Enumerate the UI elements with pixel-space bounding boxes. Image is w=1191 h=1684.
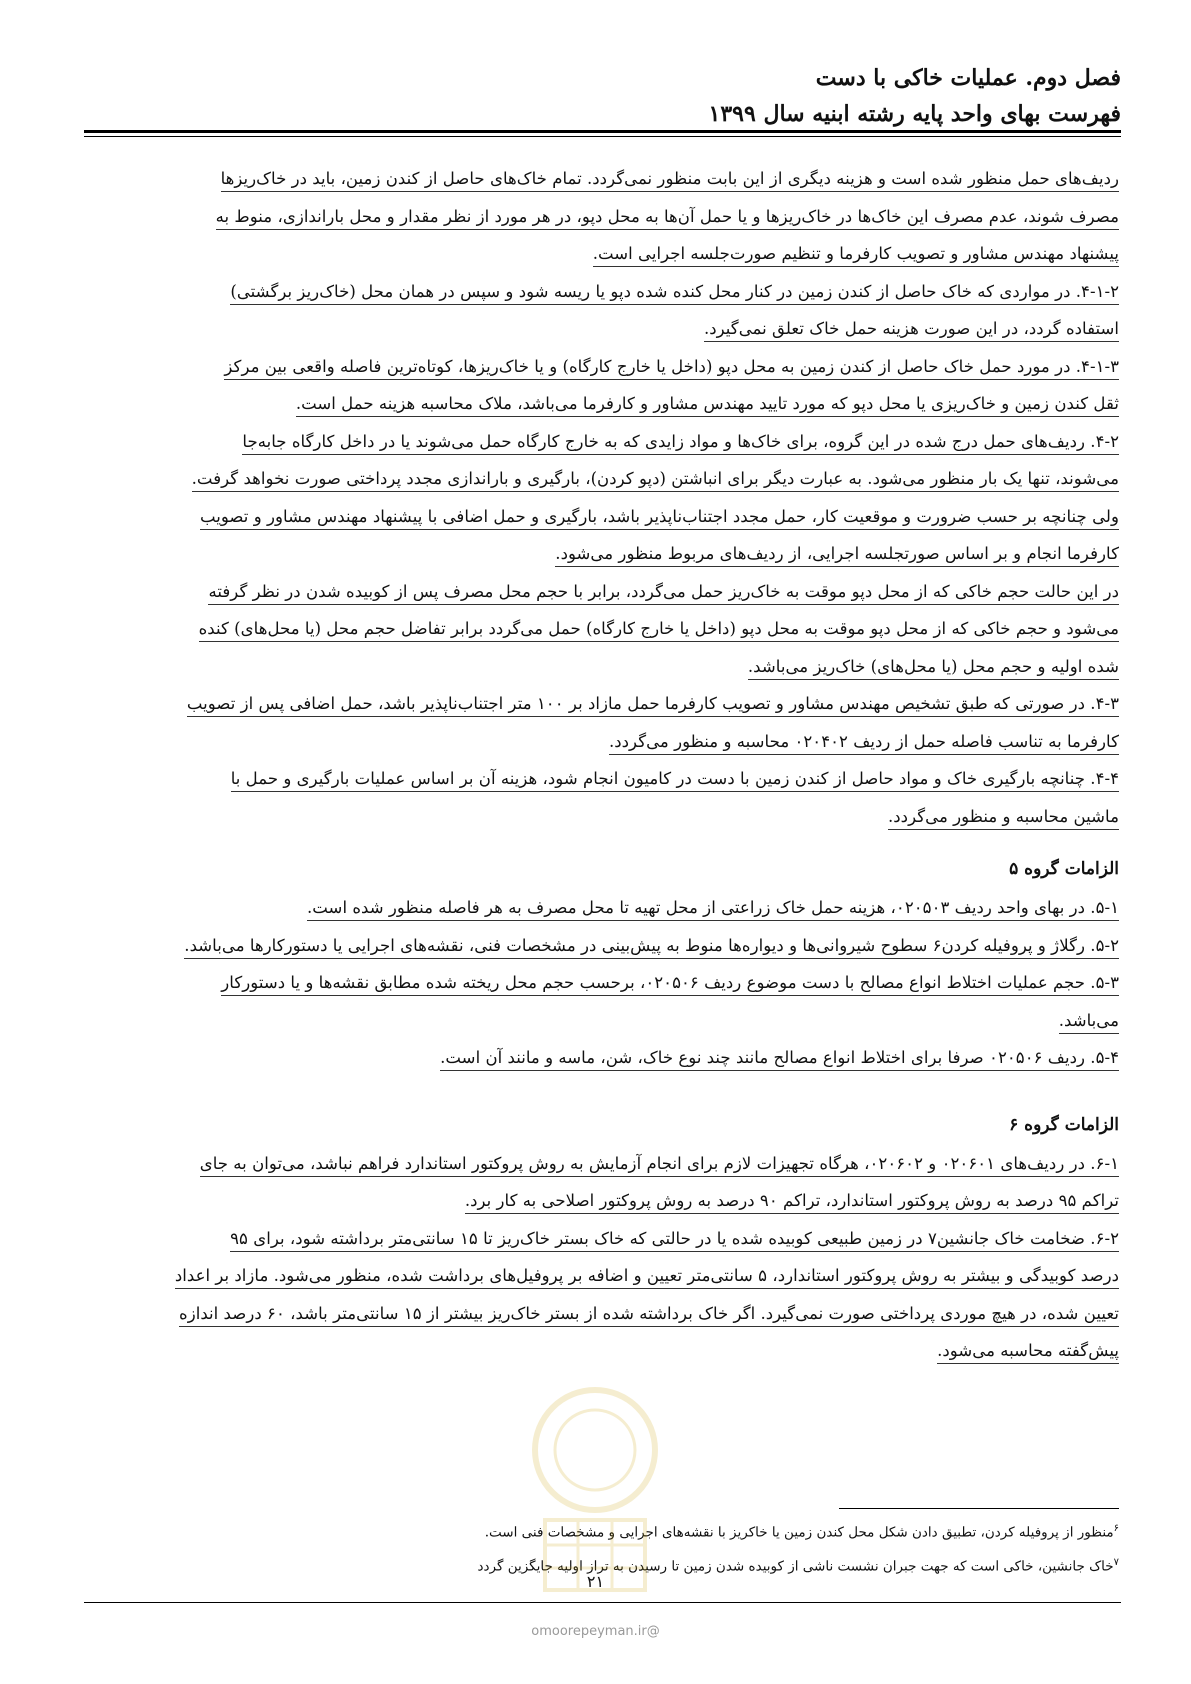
- text-line: در این حالت حجم خاکی که از محل دپو موقت به خاک‌ریز حمل می‌گردد، برابر با حجم محل مصرف پس از کوبیده شدن در نظر گرفته: [208, 582, 1119, 605]
- text-line: کارفرما به تناسب فاصله حمل از ردیف ۰۲۰۴۰۲ محاسبه و منظور می‌گردد.: [609, 732, 1119, 755]
- text-line: پیشنهاد مهندس مشاور و تصویب کارفرما و تنظیم صورت‌جلسه اجرایی است.: [593, 244, 1119, 267]
- text-line: کارفرما انجام و بر اساس صورتجلسه اجرایی، از ردیف‌های مربوط منظور می‌شود.: [555, 544, 1119, 567]
- text-line: شده اولیه و حجم محل (یا محل‌های) خاک‌ریز می‌باشد.: [748, 657, 1119, 680]
- group6-items: [86, 1145, 1119, 1370]
- text-line: ثقل کندن زمین و خاک‌ریزی یا محل دپو که مورد تایید مهندس مشاور و کارفرما می‌باشد، ملاک محاسبه هزینه حمل است.: [296, 394, 1119, 417]
- text-line: درصد کوبیدگی و بیشتر به روش پروکتور استاندارد، ۵ سانتی‌متر تعیین و اضافه بر پروفیل‌های برداشت شده، منظور می‌شود. مازاد بر اعداد: [175, 1266, 1119, 1289]
- text-line: ۵-۴. ردیف ۰۲۰۵۰۶ صرفا برای اختلاط انواع مصالح مانند چند نوع خاک، شن، ماسه و مانند آن است.: [440, 1048, 1119, 1071]
- paragraph: [86, 160, 1119, 273]
- text-line: ردیف‌های حمل منظور شده است و هزینه دیگری از این بابت منظور نمی‌گردد. تمام خاک‌های حاصل از کندن زمین، باید در خاک‌ریزها: [221, 169, 1119, 192]
- group5-item: [86, 964, 1119, 1039]
- paragraph: [86, 348, 1119, 423]
- text-line: پیش‌گفته محاسبه می‌شود.: [937, 1341, 1119, 1364]
- text-line: می‌شود و حجم خاکی که از محل دپو موقت به محل دپو (داخل یا خارج کارگاه) حمل می‌گردد برابر تفاضل حجم محل (یا محل‌های) کنده: [199, 619, 1119, 642]
- header-rule-thin: [84, 136, 1121, 137]
- footnote-mark: ۶: [1113, 1523, 1119, 1534]
- text-line: می‌شوند، تنها یک بار منظور می‌شود. به عبارت دیگر برای انباشتن (دپو کردن)، بارگیری و باراندازی مجدد پرداختی صورت نخواهد گرفت.: [192, 469, 1119, 492]
- text-line: ۵-۲. رگلاژ و پروفیله کردن۶ سطوح شیروانی‌ها و دیواره‌ها منوط به پیش‌بینی در مشخصات فنی، نقشه‌های اجرایی یا دستورکارها می‌باشد.: [184, 936, 1119, 959]
- text-line: ۴-۱-۳. در مورد حمل خاک حاصل از کندن زمین به محل دپو (داخل یا خارج کارگاه) و یا خاک‌ریزها، کوتاه‌ترین فاصله واقعی بین مرکز: [224, 357, 1119, 380]
- section-4-paragraphs: [86, 160, 1119, 835]
- text-line: ۶-۱. در ردیف‌های ۰۲۰۶۰۱ و ۰۲۰۶۰۲، هرگاه تجهیزات لازم برای انجام آزمایش به روش پروکتور استاندارد فراهم نباشد، می‌توان به جای: [200, 1154, 1119, 1177]
- text-line: ولی چنانچه بر حسب ضرورت و موقعیت کار، حمل مجدد اجتناب‌ناپذیر باشد، بارگیری و حمل اضافی با پیشنهاد مهندس مشاور و تصویب: [200, 507, 1119, 530]
- footnote-divider: [839, 1508, 1119, 1509]
- text-line: ۶-۲. ضخامت خاک جانشین۷ در زمین طبیعی کوبیده شده یا در حالتی که خاک بستر خاک‌ریز تا ۱۵ سانتی‌متر برداشته شود، برای ۹۵: [230, 1229, 1119, 1252]
- page-header: [709, 60, 1121, 132]
- body-content: [86, 160, 1119, 1370]
- text-line: مصرف شوند، عدم مصرف این خاک‌ها در خاک‌ریزها و یا حمل آن‌ها به محل دپو، در هر مورد از نظر مقدار و محل باراندازی، منوط به: [216, 207, 1119, 230]
- footnote-text: خاک جانشین، خاکی است که جهت جبران نشست ناشی از کوبیده شدن زمین تا رسیدن به تراز اولیه جایگزین گردد: [477, 1558, 1114, 1574]
- group5-item: [86, 889, 1119, 927]
- footnote-text: منظور از پروفیله کردن، تطبیق دادن شکل محل کندن زمین یا خاکریز با نقشه‌های اجرایی و مشخصات فنی است.: [484, 1524, 1114, 1541]
- header-rule-thick: [84, 130, 1121, 133]
- text-line: ۴-۲. ردیف‌های حمل درج شده در این گروه، برای خاک‌ها و مواد زایدی که به خارج کارگاه حمل می‌شوند یا در داخل کارگاه جابه‌جا: [242, 432, 1119, 455]
- watermark-text: @omoorepeyman.ir: [531, 1624, 660, 1639]
- text-line: ۵-۱. در بهای واحد ردیف ۰۲۰۵۰۳، هزینه حمل خاک زراعتی از محل تهیه تا محل مصرف به هر فاصله منظور شده است.: [307, 898, 1119, 921]
- group5-heading: الزامات گروه ۵: [1009, 859, 1119, 879]
- text-line: می‌باشد.: [1059, 1011, 1119, 1034]
- page-number: ۲۱: [586, 1572, 605, 1591]
- group5-item: [86, 927, 1119, 965]
- group6-heading: الزامات گروه ۶: [1009, 1114, 1119, 1135]
- text-line: استفاده گردد، در این صورت هزینه حمل خاک تعلق نمی‌گیرد.: [704, 319, 1119, 342]
- paragraph: [86, 573, 1119, 686]
- footer-rule: [84, 1602, 1121, 1603]
- paragraph: [86, 760, 1119, 835]
- text-line: ۵-۳. حجم عملیات اختلاط انواع مصالح با دست موضوع ردیف ۰۲۰۵۰۶، برحسب حجم محل ریخته شده مطابق نقشه‌ها و یا دستورکار: [221, 973, 1119, 996]
- paragraph: [86, 423, 1119, 573]
- text-line: ماشین محاسبه و منظور می‌گردد.: [888, 807, 1119, 830]
- paragraph: [86, 273, 1119, 348]
- text-line: ۴-۴. چنانچه بارگیری خاک و مواد حاصل از کندن زمین با دست در کامیون انجام شود، هزینه آن بر اساس عملیات بارگیری و حمل با: [231, 769, 1119, 792]
- watermark-logo-icon: [520, 1380, 670, 1600]
- document-title: فهرست بهای واحد پایه رشته ابنیه سال ۱۳۹۹: [708, 101, 1121, 127]
- text-line: تعیین شده، در هیچ موردی پرداختی صورت نمی‌گیرد. اگر خاک برداشته شده از بستر خاک‌ریز بیشتر از ۱۵ سانتی‌متر باشد، ۶۰ درصد اندازه: [179, 1304, 1119, 1327]
- chapter-title: فصل دوم. عملیات خاکی با دست: [815, 65, 1121, 91]
- group6-item: [86, 1145, 1119, 1220]
- footnote-mark: ۷: [1113, 1556, 1119, 1568]
- text-line: ۴-۳. در صورتی که طبق تشخیص مهندس مشاور و تصویب کارفرما حمل مازاد بر ۱۰۰ متر اجتناب‌ناپذیر باشد، حمل اضافی پس از تصویب: [187, 694, 1119, 717]
- text-line: تراکم ۹۵ درصد به روش پروکتور استاندارد، تراکم ۹۰ درصد به روش پروکتور اصلاحی به کار برد.: [465, 1191, 1119, 1214]
- text-line: ۴-۱-۲. در مواردی که خاک حاصل از کندن زمین در کنار محل کنده شده دپو یا ریسه شود و سپس در همان محل (خاک‌ریز برگشتی): [230, 282, 1119, 305]
- paragraph: [86, 685, 1119, 760]
- group6-item: [86, 1220, 1119, 1370]
- group5-items: [86, 889, 1119, 1077]
- group5-item: [86, 1039, 1119, 1077]
